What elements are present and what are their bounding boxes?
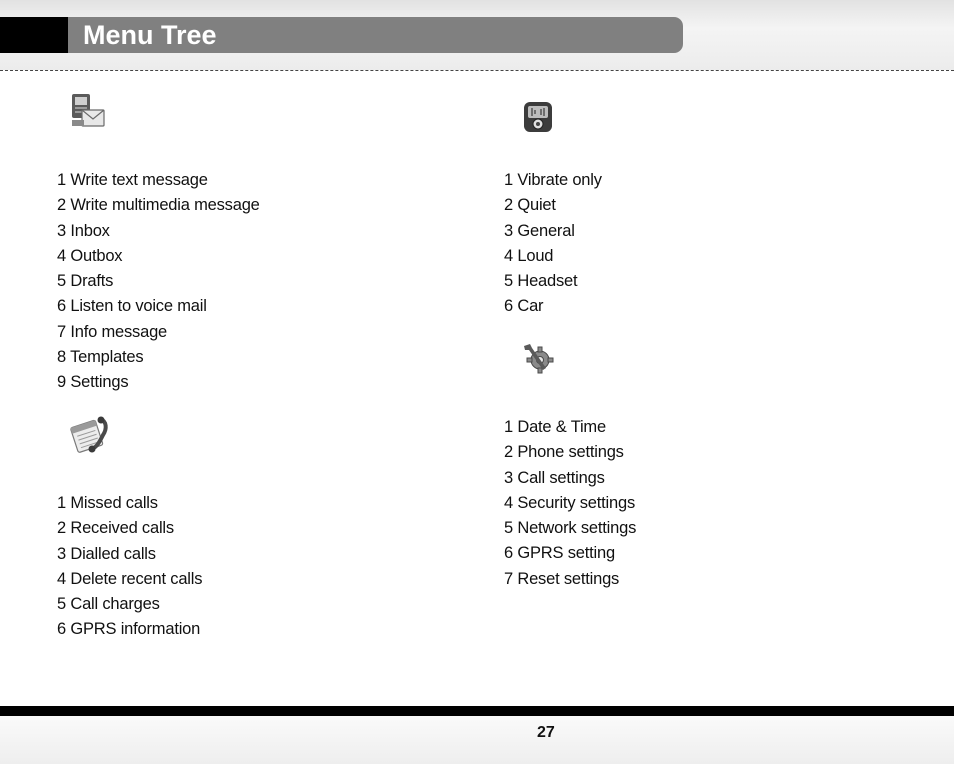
list-item: 2 Quiet [504,196,556,215]
list-item: 6 GPRS setting [504,544,615,563]
phone-calendar-icon [70,415,110,455]
list-item: 6 GPRS information [57,620,201,639]
list-item: 1 Vibrate only [504,171,602,189]
footer-band [0,716,954,764]
list-item: 1 Write text message [57,171,208,189]
list-item: 3 Dialled calls [57,544,156,563]
list-item: 8 Templates [57,348,144,367]
list-item: 6 Listen to voice mail [57,297,207,316]
list-item: 7 Reset settings [504,569,620,588]
settings-menu-list [504,415,636,592]
profiles-menu-list [504,168,602,320]
list-item: 5 Call charges [57,595,160,614]
list-item: 3 Call settings [504,468,605,487]
footer-rule [0,706,954,716]
list-item: 2 Write multimedia message [57,196,260,215]
list-item: 4 Loud [504,246,554,265]
list-item: 1 Date & Time [504,418,606,436]
page-title: Menu Tree [83,20,217,50]
list-item: 9 Settings [57,373,129,392]
list-item: 6 Car [504,297,544,316]
speaker-profile-icon [518,98,558,138]
list-item: 2 Received calls [57,519,174,538]
list-item: 7 Info message [57,322,168,341]
title-bar [68,17,683,53]
list-item: 5 Network settings [504,519,637,538]
list-item: 4 Delete recent calls [57,569,203,588]
dashed-divider [0,70,954,71]
list-item: 1 Missed calls [57,494,158,512]
page-number: 27 [537,724,555,741]
list-item: 2 Phone settings [504,443,624,462]
list-item: 4 Security settings [504,493,636,512]
messages-menu-list [57,168,260,396]
title-accent-block [0,17,68,53]
list-item: 5 Headset [504,272,578,291]
list-item: 4 Outbox [57,246,123,265]
list-item: 3 Inbox [57,221,110,240]
list-item: 3 General [504,221,575,240]
wrench-gear-icon [518,338,558,378]
envelope-message-icon [68,92,108,132]
list-item: 5 Drafts [57,272,114,291]
calls-menu-list [57,491,202,643]
